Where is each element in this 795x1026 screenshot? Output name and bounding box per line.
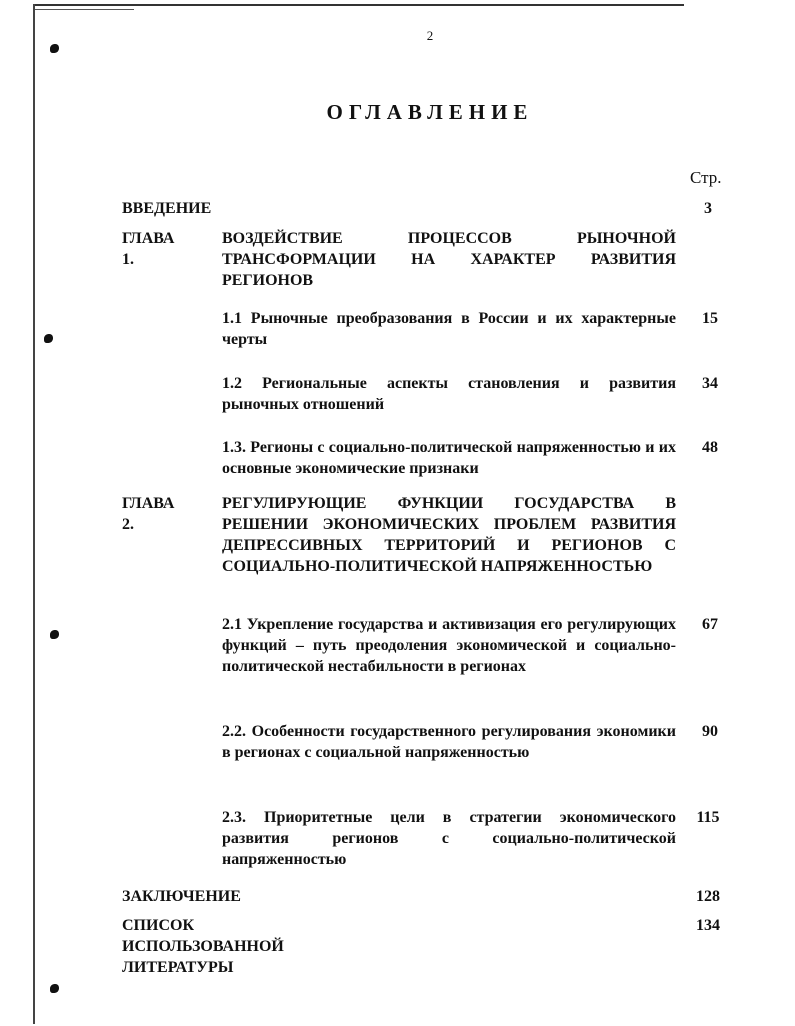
entry-page: 15 <box>702 310 718 327</box>
punch-hole-mark <box>50 630 59 639</box>
entry-page: 3 <box>704 200 712 217</box>
entry-label: ВВЕДЕНИЕ <box>122 200 212 217</box>
entry-page: 134 <box>696 917 720 934</box>
page-number: 2 <box>426 28 434 43</box>
punch-hole-mark <box>44 334 53 343</box>
punch-hole-mark <box>50 44 59 53</box>
chapter-title: РЕГУЛИРУЮЩИЕ ФУНКЦИИ ГОСУДАРСТВА В РЕШЕНИИ ЭКОНОМИЧЕСКИХ ПРОБЛЕМ РАЗВИТИЯ ДЕПРЕССИВНЫХ ТЕРРИТОРИЙ И РЕГИОНОВ С СОЦИАЛЬНО-ПОЛИТИЧЕСКОЙ НАПРЯЖЕННОСТЬЮ <box>222 495 676 575</box>
section-title: 2.2. Особенности государственного регулирования экономики в регионах с социальной напряженностью <box>222 723 676 761</box>
section-title: 1.2 Региональные аспекты становления и развития рыночных отношений <box>222 375 676 413</box>
scan-edge-top-secondary <box>34 9 134 10</box>
section-title: 1.1 Рыночные преобразования в России и их характерные черты <box>222 310 676 348</box>
section-title: 2.3. Приоритетные цели в стратегии экономического развития регионов с социально-политической напряженностью <box>222 809 676 868</box>
punch-hole-mark <box>50 984 59 993</box>
scan-edge-top <box>34 4 684 6</box>
entry-page: 48 <box>702 439 718 456</box>
entry-page: 115 <box>696 809 720 826</box>
chapter-title: ВОЗДЕЙСТВИЕ ПРОЦЕССОВ РЫНОЧНОЙ ТРАНСФОРМАЦИИ НА ХАРАКТЕР РАЗВИТИЯ РЕГИОНОВ <box>222 230 676 289</box>
section-title: 1.3. Регионы с социально-политической напряженностью и их основные экономические признаки <box>222 439 676 477</box>
section-title: 2.1 Укрепление государства и активизация его регулирующих функций – путь преодоления экономической и социально-политической нестабильности в регионах <box>222 616 676 675</box>
chapter-label: ГЛАВА 2. <box>122 495 175 533</box>
entry-page: 67 <box>702 616 718 633</box>
page-column-header: Стр. <box>690 168 722 187</box>
entry-label: СПИСОК ИСПОЛЬЗОВАННОЙ ЛИТЕРАТУРЫ <box>122 917 284 976</box>
entry-page: 90 <box>702 723 718 740</box>
entry-page: 128 <box>696 888 720 905</box>
page-title: ОГЛАВЛЕНИЕ <box>326 100 534 124</box>
entry-page: 34 <box>702 375 718 392</box>
entry-label: ЗАКЛЮЧЕНИЕ <box>122 888 241 905</box>
chapter-label: ГЛАВА 1. <box>122 230 175 268</box>
scan-edge-left <box>33 4 35 1024</box>
